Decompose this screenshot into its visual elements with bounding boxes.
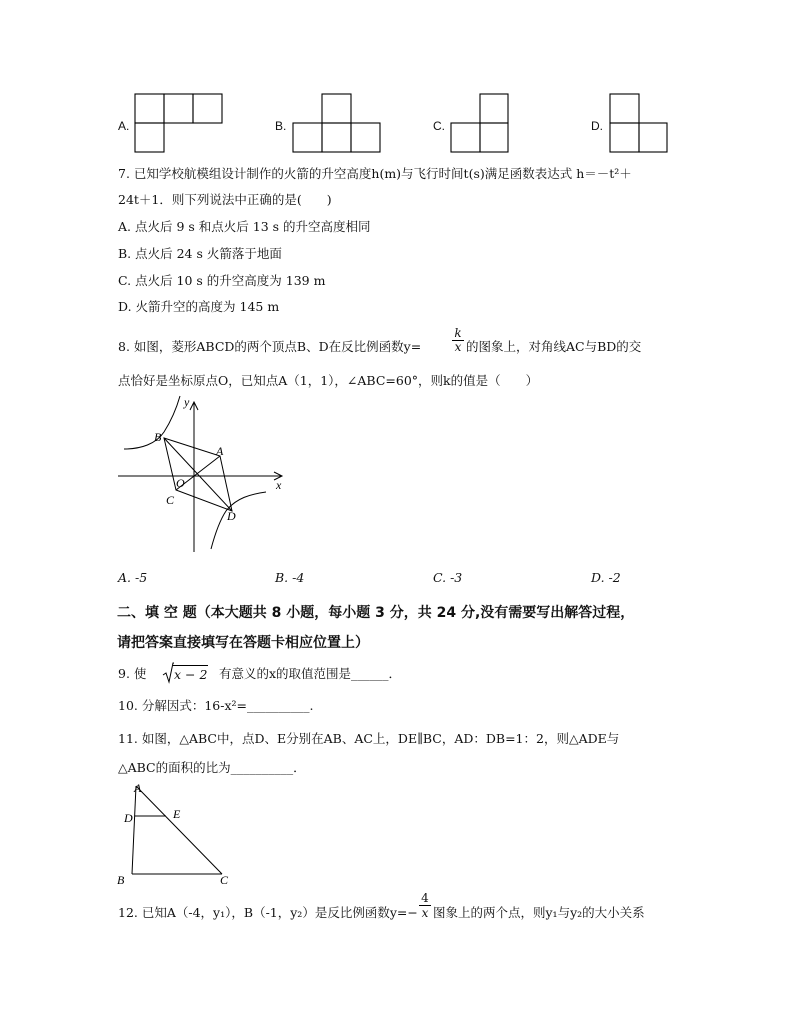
q7-option-c: C. 点火后 10 s 的升空高度为 139 m <box>118 273 326 288</box>
q9-radicand: x − 2 <box>174 667 208 682</box>
q9-text-a: 9. 使 <box>118 666 147 681</box>
q6-option-c-figure <box>450 93 510 153</box>
side-ac <box>136 786 222 874</box>
side-ab <box>132 786 136 874</box>
label-d: D <box>227 509 236 523</box>
q6-option-a-figure <box>134 93 224 153</box>
q9-text-b: 有意义的x的取值范围是______． <box>219 666 402 681</box>
q12-frac-num: 4 <box>419 891 431 906</box>
q7-stem-line1: 7. 已知学校航模组设计制作的火箭的升空高度h(m)与飞行时间t(s)满足函数表达式 h＝－t²＋ <box>118 166 632 181</box>
section2-heading-line2: 请把答案直接填写在答题卡相应位置上） <box>117 635 369 651</box>
q7-option-d: D. 火箭升空的高度为 145 m <box>118 299 280 314</box>
q6-option-b-label: B. <box>275 119 287 133</box>
label-o: O <box>176 476 185 490</box>
q8-option-a: A. -5 <box>118 570 148 585</box>
q7-option-b: B. 点火后 24 s 火箭落于地面 <box>118 246 282 261</box>
q8-figure <box>116 394 292 556</box>
q8-option-d: D. -2 <box>591 570 621 585</box>
q12-frac-den: x <box>421 906 429 920</box>
q11-triangle-figure <box>112 778 242 890</box>
label-c: C <box>166 493 175 507</box>
q7-option-a: A. 点火后 9 s 和点火后 13 s 的升空高度相同 <box>118 219 371 234</box>
q12-fraction <box>419 891 431 920</box>
label-a: A <box>216 444 224 458</box>
q8-option-c: C. -3 <box>433 570 463 585</box>
section2-heading-line1: 二、填 空 题（本大题共 8 小题，每小题 3 分，共 24 分,没有需要写出解答过程， <box>117 605 635 621</box>
q11-line1: 11. 如图，△ABC中，点D、E分别在AB、AC上，DE∥BC，AD：DB=1：2，则△ADE与 <box>118 731 620 746</box>
q8-frac-den: x <box>454 340 462 354</box>
label-b: B <box>117 873 125 887</box>
q11-line2: △ABC的面积的比为__________． <box>118 760 306 775</box>
q8-option-b: B. -4 <box>275 570 305 585</box>
label-c: C <box>220 873 229 887</box>
q8-frac-num: k <box>452 327 464 341</box>
q12-text-a: 12. 已知A（-4，y₁），B（-1，y₂）是反比例函数y=− <box>118 905 418 920</box>
label-a: A <box>134 781 142 795</box>
q6-option-c-label: C. <box>433 119 445 133</box>
q6-option-d-label: D. <box>591 119 603 133</box>
q8-stem-line2: 点恰好是坐标原点O，已知点A（1，1），∠ABC=60°，则k的值是（ ） <box>118 373 539 388</box>
q6-option-d-figure <box>609 93 669 153</box>
label-x: x <box>276 478 282 492</box>
label-e: E <box>173 807 181 821</box>
question-10: 10. 分解因式：16-x²=__________. <box>118 698 314 713</box>
q8-fraction <box>452 327 464 354</box>
q12-text-b: 图象上的两个点，则y₁与y₂的大小关系 <box>433 905 645 920</box>
q7-stem-line2: 24t＋1．则下列说法中正确的是( ) <box>118 192 332 207</box>
label-y: y <box>184 395 190 409</box>
hyperbola-lower-right <box>211 492 266 549</box>
q8-stem-line1-b: 的图象上，对角线AC与BD的交 <box>466 339 642 354</box>
q6-option-a-label: A. <box>118 119 130 133</box>
label-b: B <box>154 430 162 444</box>
q8-stem-line1-a: 8. 如图，菱形ABCD的两个顶点B、D在反比例函数y= <box>118 339 422 354</box>
q6-option-b-figure <box>292 93 382 153</box>
label-d: D <box>124 811 133 825</box>
hyperbola-upper-left <box>124 396 180 449</box>
